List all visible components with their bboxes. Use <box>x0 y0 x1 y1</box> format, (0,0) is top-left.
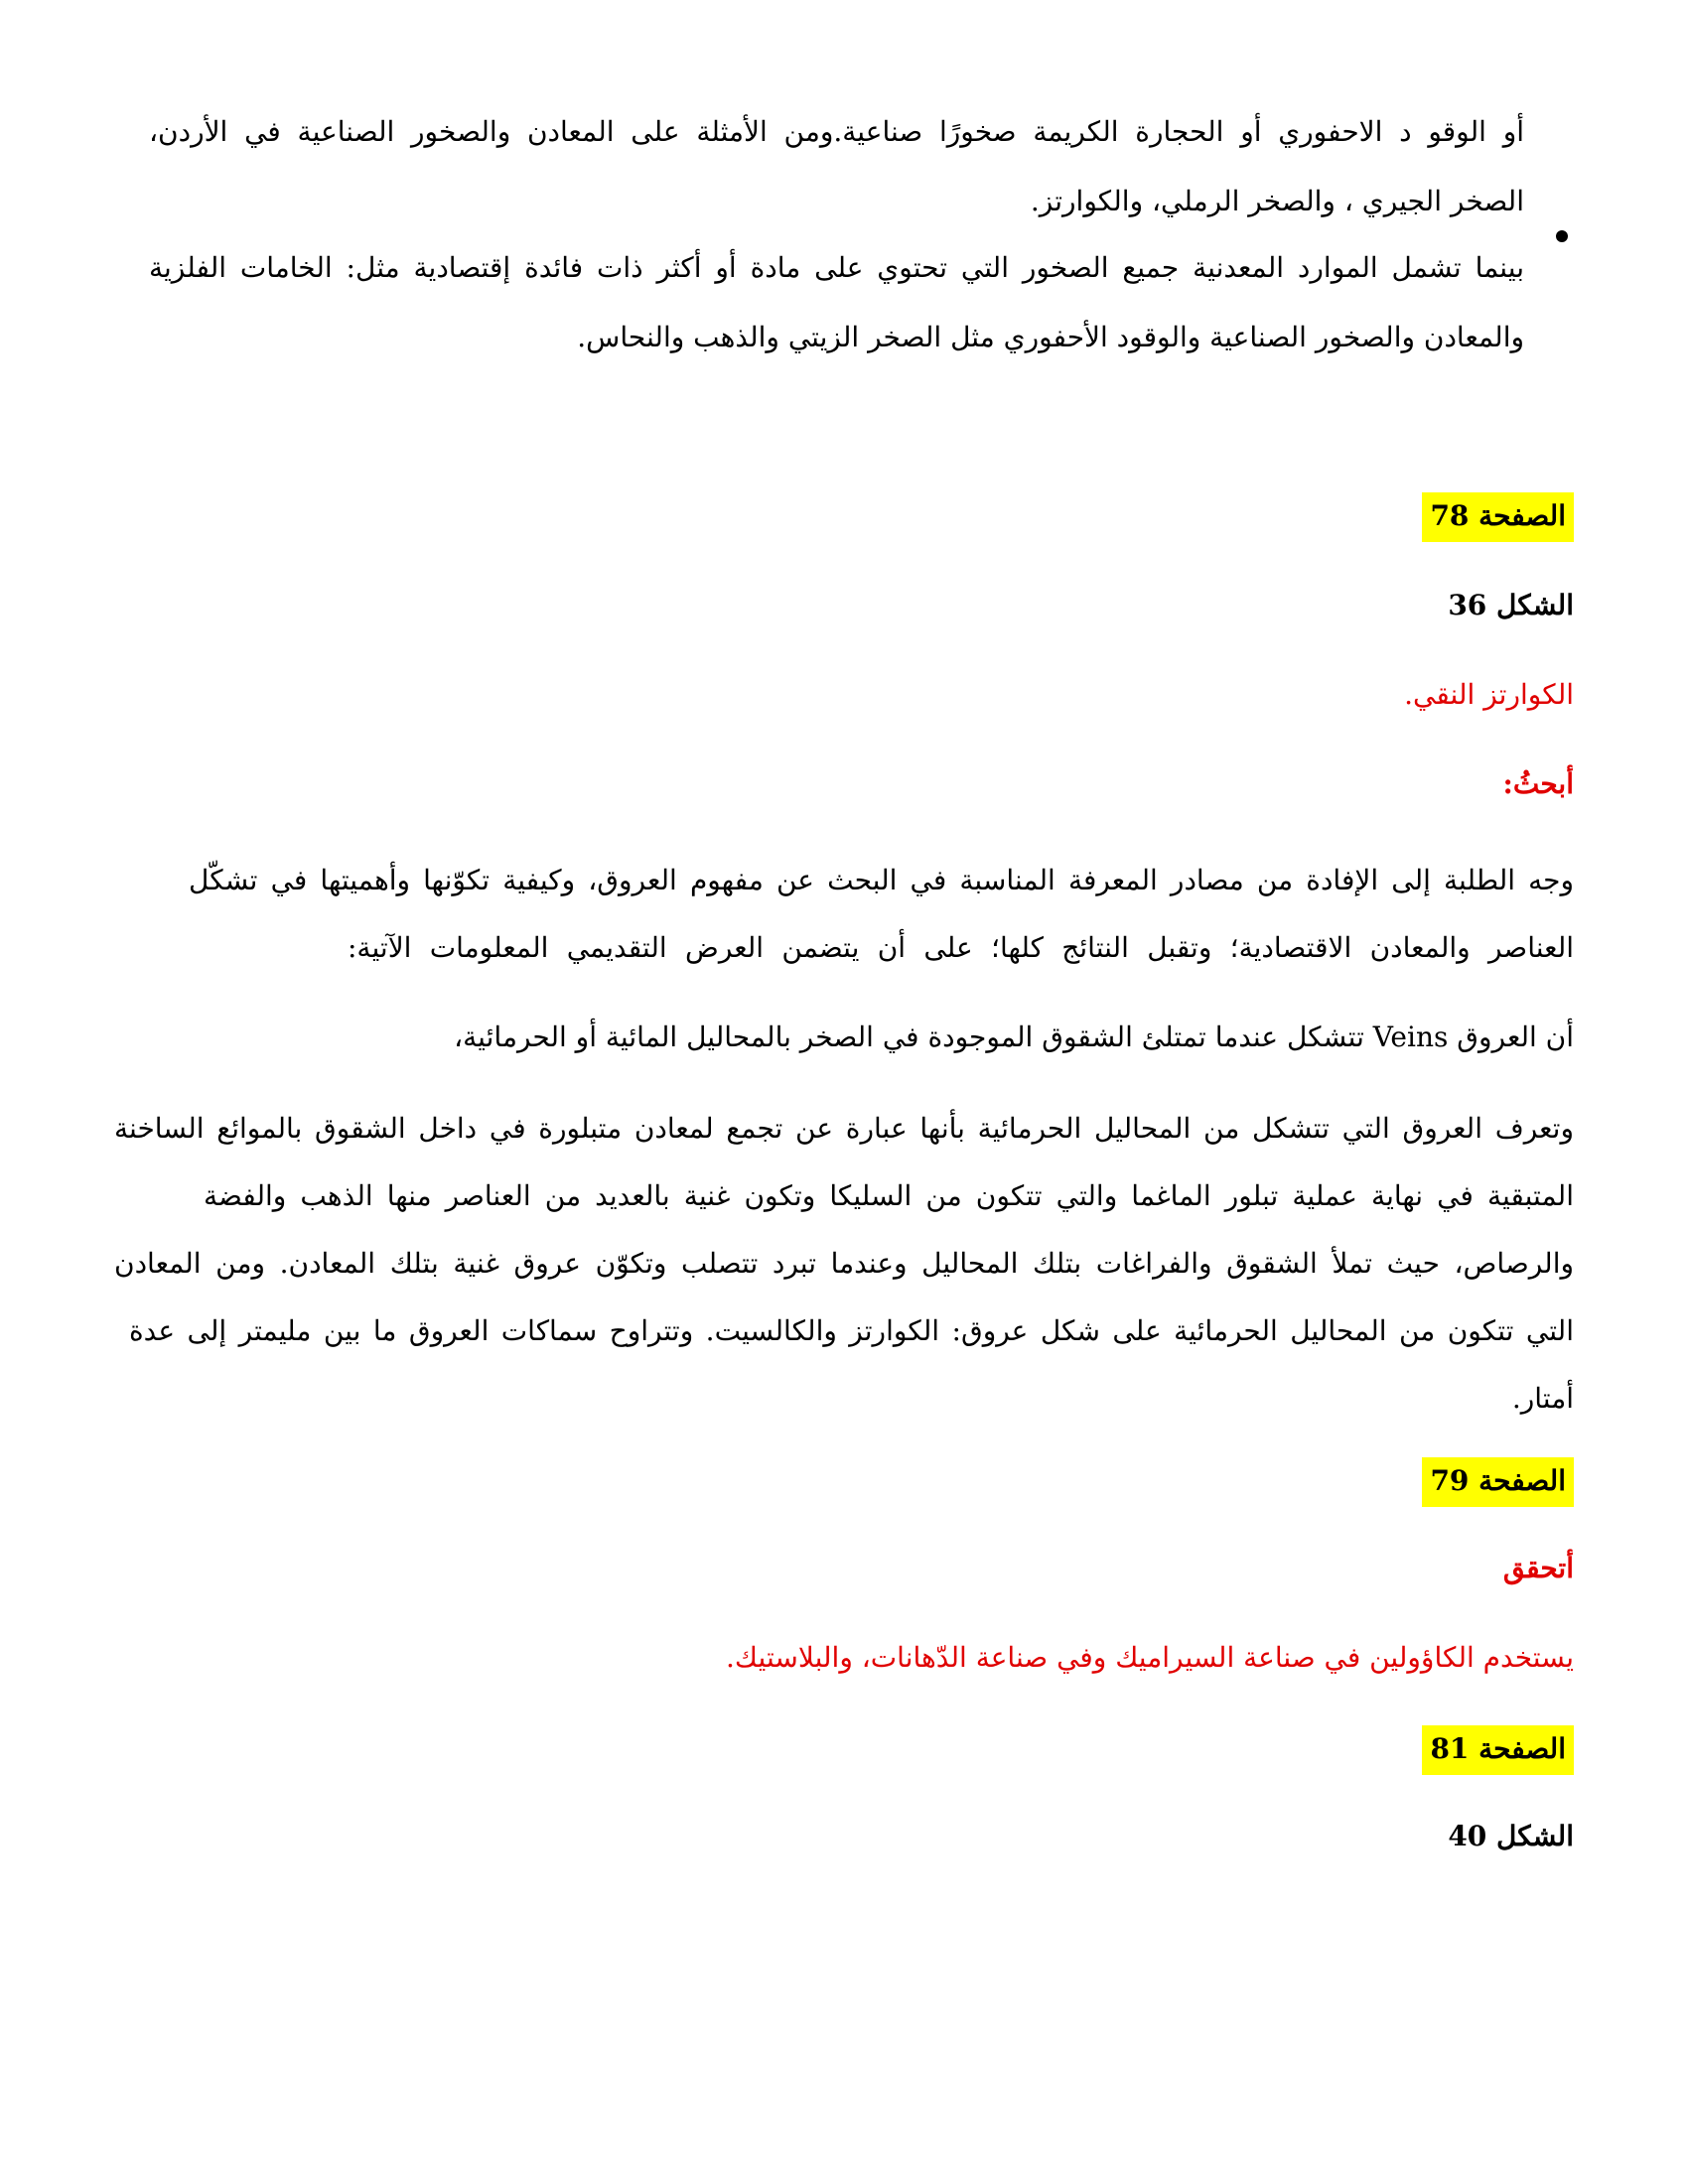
bullet-icon <box>1556 230 1568 242</box>
page-79-answer: يستخدم الكاؤولين في صناعة السيراميك وفي صناعة الدّهانات، والبلاستيك. <box>726 1641 1574 1674</box>
research-paragraph-3-line-5: أمتار. <box>1511 1382 1574 1415</box>
figure-36-label: الشكل 36 <box>1448 589 1574 621</box>
research-paragraph-1-line-2: العناصر والمعادن الاقتصادية؛ وتقبل النتائج كلها؛ على أن يتضمن العرض التقديمي المعلومات الآتية: <box>348 931 1574 964</box>
research-paragraph-2: أن العروق Veins تتشكل عندما تمتلئ الشقوق الموجودة في الصخر بالمحاليل المائية أو الحرمائية، <box>454 1021 1574 1053</box>
research-paragraph-3-line-1: وتعرف العروق التي تتشكل من المحاليل الحرمائية بأنها عبارة عن تجمع لمعادن متبلورة في داخل الشقوق بالموائع الساخنة <box>114 1112 1574 1145</box>
page-81-heading <box>993 1725 1574 1775</box>
bullet-item-1-line-1: أو الوقو د الاحفوري أو الحجارة الكريمة صخورًا صناعية.ومن الأمثلة على المعادن والصخور الصناعية في الأردن، <box>149 115 1524 148</box>
figure-40-label: الشكل 40 <box>1448 1820 1574 1852</box>
page-81-label: الصفحة 81 <box>1422 1725 1574 1775</box>
page-79-label: الصفحة 79 <box>1422 1457 1574 1507</box>
check-heading: أتحقق <box>1502 1552 1574 1584</box>
bullet-item-2-line-1: بينما تشمل الموارد المعدنية جميع الصخور التي تحتوي على مادة أو أكثر ذات فائدة إقتصادية مثل: الخامات الفلزية <box>149 251 1524 284</box>
page-78-label: الصفحة 78 <box>1422 492 1574 542</box>
research-paragraph-3-line-2: المتبقية في نهاية عملية تبلور الماغما والتي تتكون من السليكا وتكون غنية بالعديد من العناصر منها الذهب والفضة <box>204 1179 1574 1212</box>
page-78-answer: الكوارتز النقي. <box>1404 678 1574 711</box>
page-78-heading <box>993 492 1574 542</box>
research-paragraph-3-line-3: والرصاص، حيث تملأ الشقوق والفراغات بتلك المحاليل وعندما تبرد تتصلب وتكوّن عروق غنية بتلك المعادن. ومن المعادن <box>114 1247 1574 1280</box>
bullet-item-1-line-2: الصخر الجيري ، والصخر الرملي، والكوارتز. <box>1030 185 1524 217</box>
bullet-item-2-line-2: والمعادن والصخور الصناعية والوقود الأحفوري مثل الصخر الزيتي والذهب والنحاس. <box>577 321 1524 353</box>
research-paragraph-1-line-1: وجه الطلبة إلى الإفادة من مصادر المعرفة المناسبة في البحث عن مفهوم العروق، وكيفية تكوّنها وأهميتها في تشكّل <box>189 864 1574 896</box>
research-heading: أبحثُ: <box>1502 767 1574 800</box>
page-79-heading <box>993 1457 1574 1507</box>
research-paragraph-3-line-4: التي تتكون من المحاليل الحرمائية على شكل عروق: الكوارتز والكالسيت. وتتراوح سماكات العروق ما بين مليمتر إلى عدة <box>129 1314 1574 1347</box>
